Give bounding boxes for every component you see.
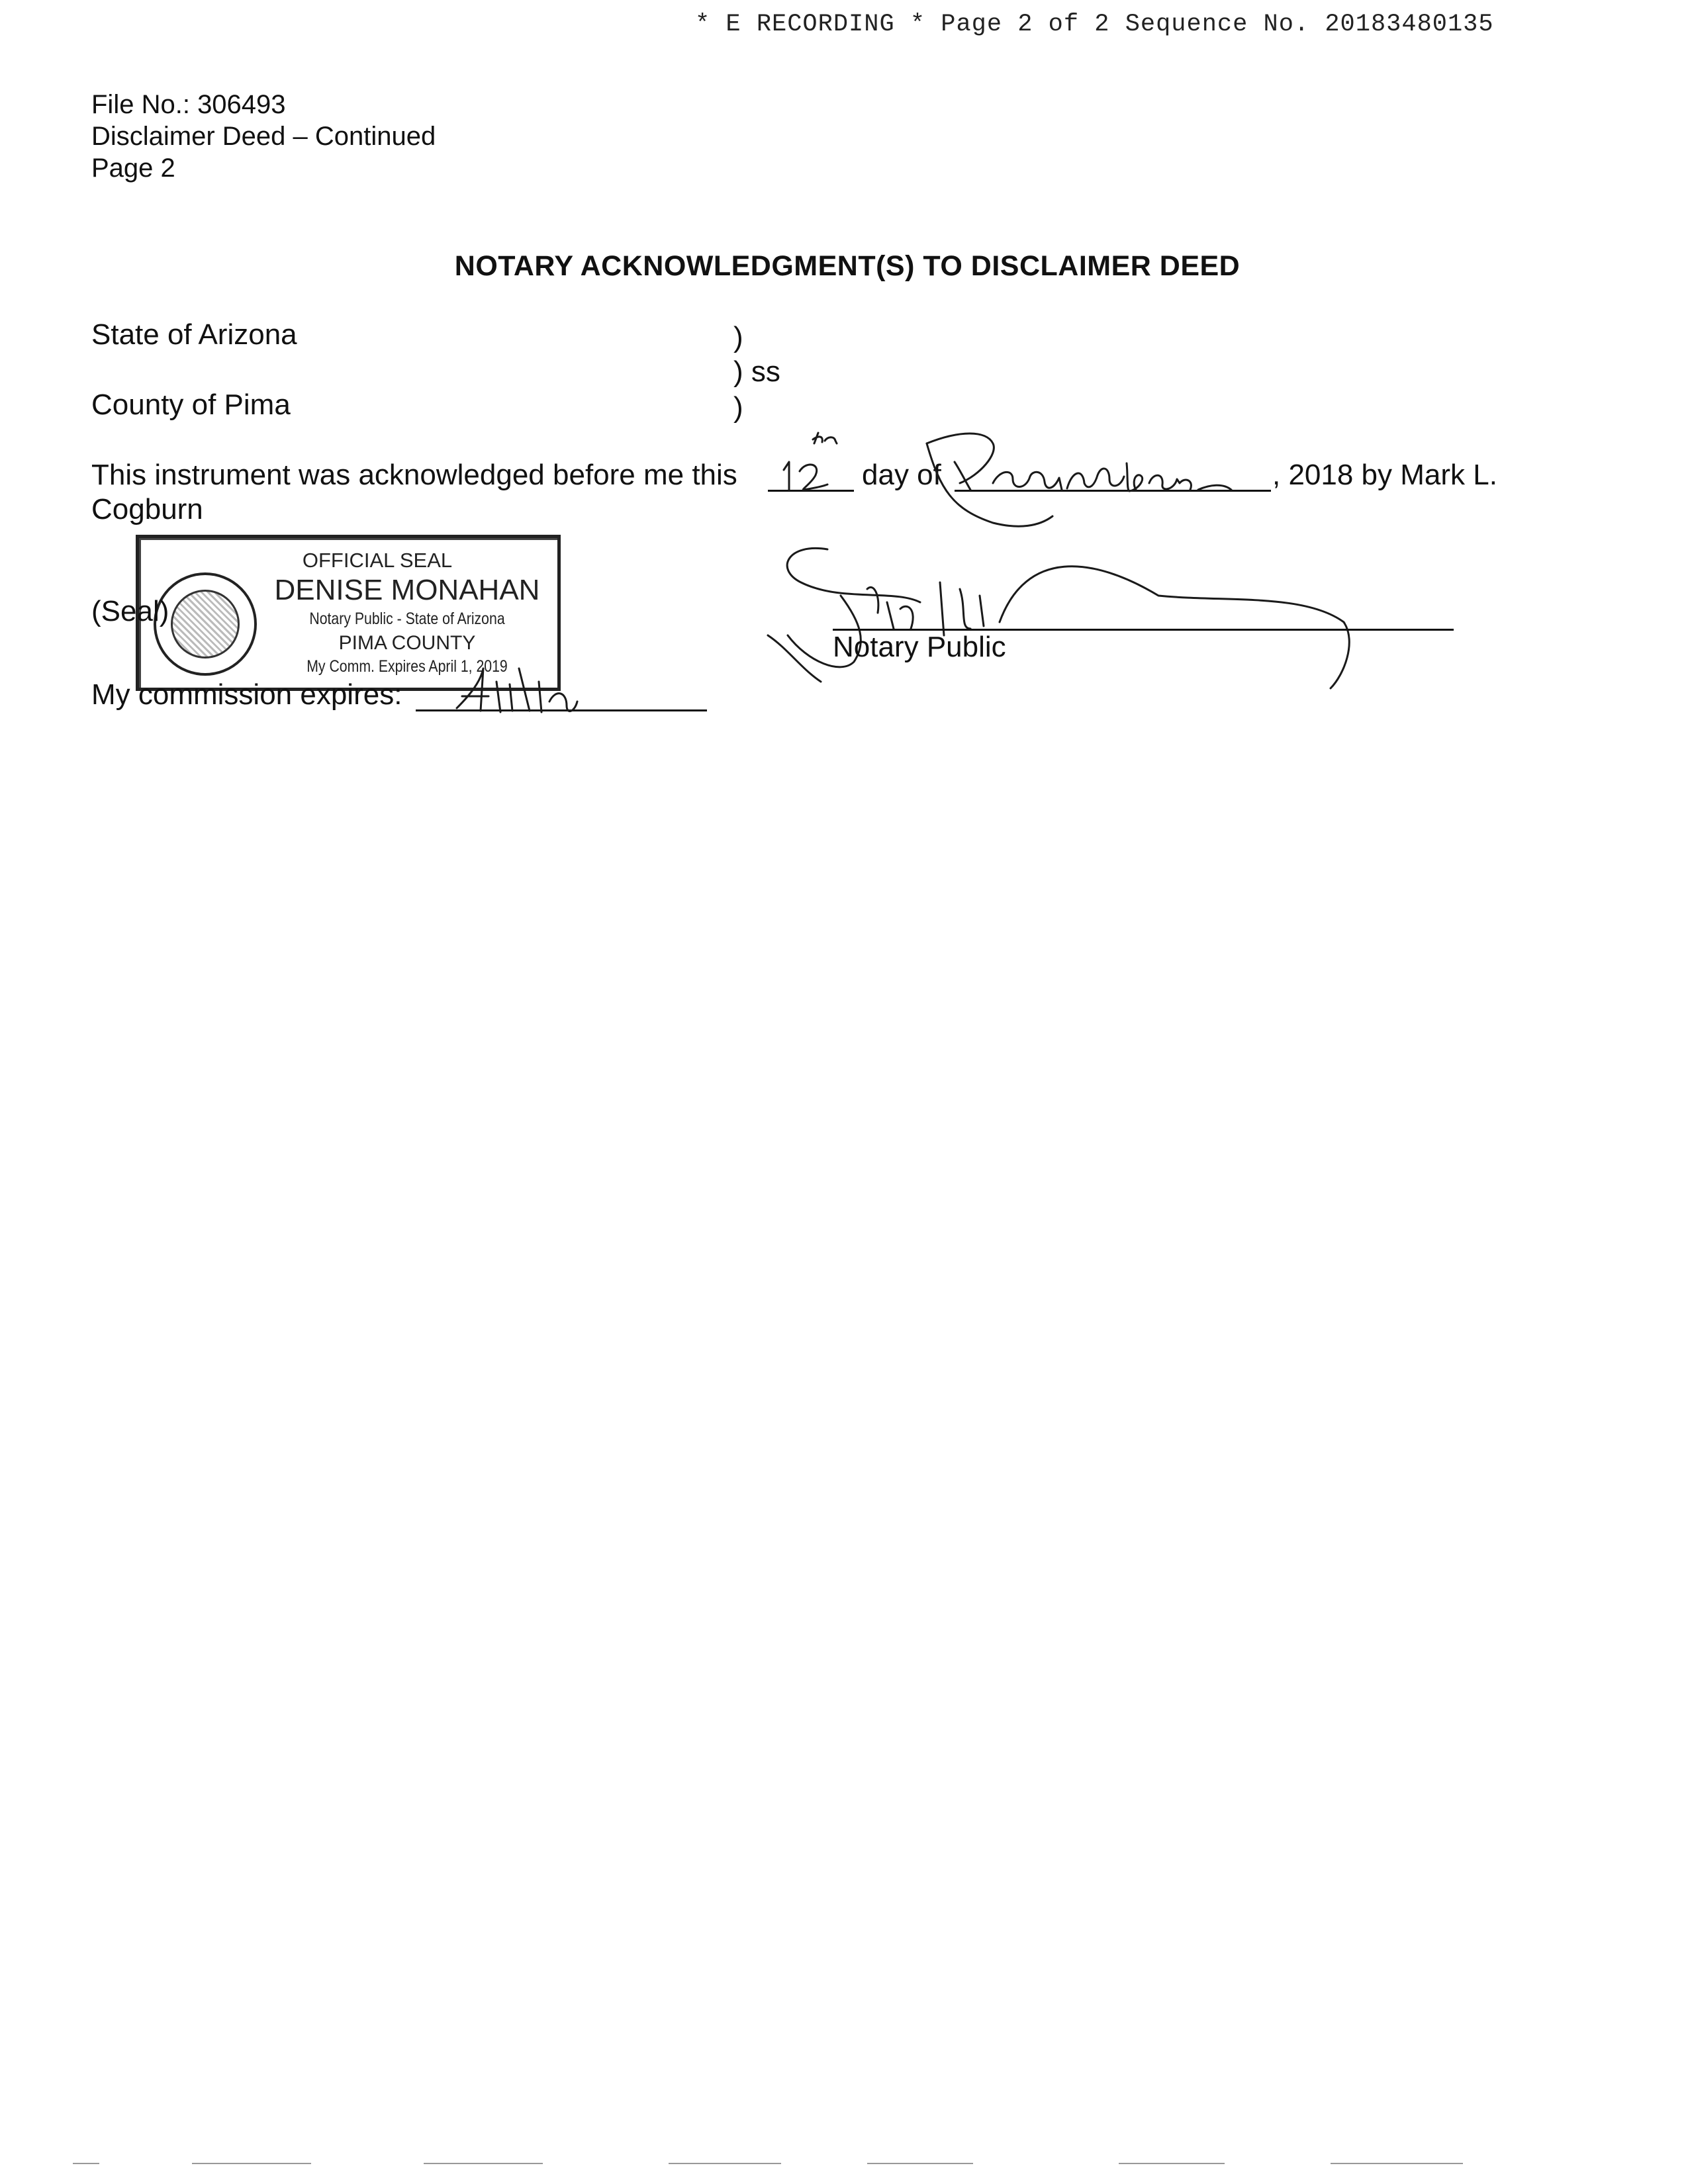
stamp-notary-title: Notary Public - State of Arizona — [309, 610, 505, 628]
scan-artifact — [669, 2163, 781, 2164]
document-title: NOTARY ACKNOWLEDGMENT(S) TO DISCLAIMER DEED — [454, 250, 1241, 282]
scan-artifact — [867, 2163, 973, 2164]
ack-prefix: This instrument was acknowledged before me this — [91, 459, 737, 491]
file-number-line — [91, 87, 286, 122]
stamp-county: PIMA COUNTY — [338, 632, 476, 654]
ack-day-of: day of — [862, 459, 941, 491]
venue-state: State of Arizona — [91, 318, 297, 351]
state-seal-icon — [154, 572, 257, 676]
stamp-notary-name: DENISE MONAHAN — [274, 574, 540, 606]
file-number-label: File No.: — [91, 90, 190, 119]
scan-artifact — [73, 2163, 99, 2164]
venue-ss: ) ss — [733, 355, 780, 388]
recording-header: * E RECORDING * Page 2 of 2 Sequence No. 20183480135 — [695, 11, 1494, 38]
stamp-official-seal: OFFICIAL SEAL — [302, 549, 453, 572]
signature-caption: Notary Public — [833, 631, 1006, 663]
handwritten-commission-date — [450, 655, 602, 728]
ack-suffix: , 2018 by Mark L. — [1272, 459, 1497, 491]
handwritten-day — [774, 424, 854, 496]
scan-artifact — [1331, 2163, 1463, 2164]
venue-county: County of Pima — [91, 388, 291, 421]
seal-label: (Seal) — [91, 595, 169, 627]
ack-continuation: Cogburn — [91, 493, 203, 525]
page-number: Page 2 — [91, 154, 175, 183]
file-number: 306493 — [197, 90, 286, 119]
venue-paren-top: ) — [733, 321, 743, 353]
venue-paren-bottom: ) — [733, 391, 743, 424]
scan-artifact — [192, 2163, 311, 2164]
document-name: Disclaimer Deed – Continued — [91, 122, 436, 151]
stamp-expiration: My Comm. Expires April 1, 2019 — [306, 657, 508, 676]
notary-signature — [761, 529, 1397, 702]
handwritten-month — [914, 390, 1284, 536]
scan-artifact — [424, 2163, 543, 2164]
scan-artifact — [1119, 2163, 1225, 2164]
commission-label: My commission expires: — [91, 678, 402, 711]
